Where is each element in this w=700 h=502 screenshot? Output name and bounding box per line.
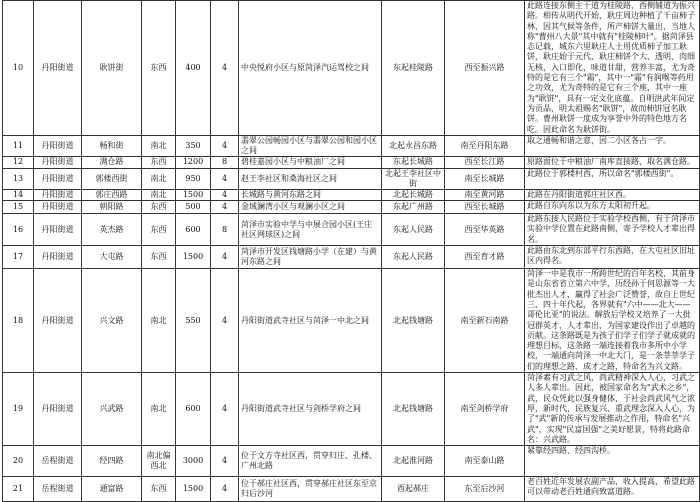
length-m-cell: 3000: [176, 446, 211, 477]
table-row: [3, 135, 700, 156]
district-name-cell: 丹阳街道: [34, 214, 82, 246]
table-row: [3, 446, 700, 477]
naming-note-cell: 此路连接东侧主干道为桂陵路，西侧辅道为振兴路。相传从明代开始，耿庄周边种植了千亩柿子林，因其气候等条件，所产柿饼大量出，当地人称"曹州八大景"其中就有"桂陵柿叶"。据菏泽县志记载，城东六里耿庄人士用优质柿子加工耿饼，耿庄始于元代，耿庄柿饼个大、透明、肉细无核，入口即化，味道甘甜，营养丰富，尤为奇特的是它有三个"霜"，其中一"霜"有润喉等药用之功效，尤为奇特的是它有三个座，其中一座为"耿饼"，具有一定文化底蕴。自明洪武年间定为贡品，明太祖赐名"耿饼"，故而柿饼冠名耿饼。曹州耿饼一度成为享誉中外的特色地方名吃。因此命名为耿饼街。: [525, 1, 700, 136]
district-name-cell: 丹阳街道: [34, 156, 82, 168]
direction-cell: 南北: [142, 373, 176, 446]
direction-cell: 东西: [142, 156, 176, 168]
start-point-cell: 北起钱塘路: [382, 373, 445, 446]
width-m-cell: 4: [211, 269, 239, 373]
location-cell: 菏泽市开发区钱塘路小学（在建）与黄河东路之间: [239, 246, 382, 269]
end-point-cell: 西至振兴路: [445, 1, 525, 136]
street-name-cell: 郭庄西路: [82, 189, 142, 200]
location-cell: 长城路与黄河东路之间: [239, 189, 382, 200]
location-cell: 赵王李社区和桑海社区之间: [239, 168, 382, 189]
direction-cell: 南北: [142, 269, 176, 373]
district-name-cell: 丹阳街道: [34, 189, 82, 200]
row-number-cell: 16: [3, 214, 34, 246]
location-cell: 丹阳街道武寺社区与剑桥学府之间: [239, 373, 382, 446]
district-name-cell: 岳程街道: [34, 477, 82, 502]
location-cell: 碧桂嘉园小区与中粮油厂之间: [239, 156, 382, 168]
district-name-cell: 丹阳街道: [34, 246, 82, 269]
table-row: [3, 477, 700, 502]
location-cell: 位于文方寺社区西，贯穿归庄、孔楼、广州北路: [239, 446, 382, 477]
row-number-cell: 15: [3, 201, 34, 214]
width-m-cell: 8: [211, 156, 239, 168]
row-number-cell: 19: [3, 373, 34, 446]
start-point-cell: 北起钱塘路: [382, 269, 445, 373]
length-m-cell: 600: [176, 373, 211, 446]
row-number-cell: 20: [3, 446, 34, 477]
street-name-cell: 兴文路: [82, 269, 142, 373]
width-m-cell: 4: [211, 201, 239, 214]
naming-note-cell: 此路由东北到东部平行东西路，在大屯社区旧址区内得名。: [525, 246, 700, 269]
naming-note-cell: 原路面位于中粮油厂南库直接路，取名满仓路。: [525, 156, 700, 168]
row-number-cell: 12: [3, 156, 34, 168]
street-name-cell: 通富路: [82, 477, 142, 502]
length-m-cell: 500: [176, 201, 211, 214]
end-point-cell: 南至剑桥学府: [445, 373, 525, 446]
direction-cell: 东西: [142, 214, 176, 246]
start-point-cell: 北起永昌东路: [382, 135, 445, 156]
start-point-cell: 西起郝庄: [382, 477, 445, 502]
district-name-cell: 丹阳街道: [34, 168, 82, 189]
direction-cell: 东西: [142, 201, 176, 214]
street-name-cell: 兴武路: [82, 373, 142, 446]
naming-note-cell: 菏泽素有习武之风，尚武精神深入人心，习武之人多人辈出。因此，被国家命名为"武术之乡"，武，民众凭此以强身健体，于社会尚武风气之浓厚，新时代，民族复兴、重武理念深入人心，为了"武"新的传承与发展推动之作用，特命名"兴武"，实现"民富国强"之美好愿景，特将此路命名：兴武路。: [525, 373, 700, 446]
direction-cell: 东西: [142, 477, 176, 502]
end-point-cell: 南至黄河路: [445, 189, 525, 200]
street-name-cell: 经四路: [82, 446, 142, 477]
street-name-cell: 大屯路: [82, 246, 142, 269]
street-name-cell: 郭楼西街: [82, 168, 142, 189]
naming-note-cell: 取之通畅和谐之意，因二小区各占一字。: [525, 135, 700, 156]
start-point-cell: 东起桂陵路: [382, 1, 445, 136]
width-m-cell: 4: [211, 246, 239, 269]
width-m-cell: 4: [211, 373, 239, 446]
row-number-cell: 13: [3, 168, 34, 189]
start-point-cell: 东起人民路: [382, 246, 445, 269]
row-number-cell: 11: [3, 135, 34, 156]
length-m-cell: 1200: [176, 156, 211, 168]
direction-cell: 南北: [142, 189, 176, 200]
naming-note-cell: 此路在丹阳街道郭庄社区西。: [525, 189, 700, 200]
end-point-cell: 东至后沙河: [445, 477, 525, 502]
table-row: [3, 246, 700, 269]
direction-cell: 南北: [142, 168, 176, 189]
width-m-cell: 4: [211, 135, 239, 156]
row-number-cell: 17: [3, 246, 34, 269]
start-point-cell: 北起长城路: [382, 189, 445, 200]
length-m-cell: 1500: [176, 246, 211, 269]
length-m-cell: 600: [176, 214, 211, 246]
length-m-cell: 400: [176, 1, 211, 136]
naming-note-cell: 菏泽一中是我市一所跨世纪的百年名校，其前身是山东省省立第六中学，历经孙于何思源等一大批杰出人才，赢得了社会广泛赞誉，故自上世纪三、四十年代起，各界就有"六中——北大——哥伦比亚"的说法。解放后学校又培养了一大批冠群英才，人才辈出，为国家建设作出了卓越的贡献。这条路既是为孩子们学子们学子就成就的理想目标，这条路一端连接着我市多所中小学校，一端通向菏泽一中北大门，是一条莘莘学子们的理想之路、成才之路，特命名为兴文路。: [525, 269, 700, 373]
end-point-cell: 南至长城路: [445, 168, 525, 189]
street-name-cell: 英杰路: [82, 214, 142, 246]
length-m-cell: 1500: [176, 477, 211, 502]
direction-cell: 东西: [142, 246, 176, 269]
location-cell: 中央悦府小区与原菏泽汽运驾校之间: [239, 1, 382, 136]
start-point-cell: 东起广州路: [382, 201, 445, 214]
table-row: [3, 201, 700, 214]
naming-note-cell: 此路自东向东以为东方太阳初升起。: [525, 201, 700, 214]
street-naming-table: [2, 0, 700, 502]
end-point-cell: 西至育才路: [445, 246, 525, 269]
length-m-cell: 350: [176, 135, 211, 156]
naming-note-cell: 此路东接人民路位于实验学校西侧，有于菏泽市实验中学位置在此路南侧，寄予学校人才辈出得名。: [525, 214, 700, 246]
table-row: [3, 269, 700, 373]
location-cell: 菏泽市实验中学与中展合园小区(王庄社区网球区)之间: [239, 214, 382, 246]
naming-note-cell: 老百姓近年发展农副产品，收入提高，希望此路可以带动老百姓通向致富道路。: [525, 477, 700, 502]
naming-note-cell: 此路位于郭楼村西，所以命名"郭楼西街"。: [525, 168, 700, 189]
row-number-cell: 10: [3, 1, 34, 136]
start-point-cell: 北起淮河路: [382, 446, 445, 477]
street-name-cell: 满仓路: [82, 156, 142, 168]
district-name-cell: 丹阳街道: [34, 373, 82, 446]
width-m-cell: 4: [211, 1, 239, 136]
row-number-cell: 18: [3, 269, 34, 373]
start-point-cell: 北起王李社区中街: [382, 168, 445, 189]
street-name-cell: 耿饼街: [82, 1, 142, 136]
district-name-cell: 丹阳街道: [34, 1, 82, 136]
width-m-cell: 4: [211, 477, 239, 502]
location-cell: 翡翠公园畅园小区与翡翠公园和园小区之间: [239, 135, 382, 156]
naming-note-cell: 紧靠经四路、经四沟桥。: [525, 446, 700, 477]
table-row: [3, 156, 700, 168]
end-point-cell: 南至新石南路: [445, 269, 525, 373]
district-name-cell: 丹阳街道: [34, 269, 82, 373]
width-m-cell: 4: [211, 168, 239, 189]
end-point-cell: 西至华英路: [445, 214, 525, 246]
width-m-cell: 4: [211, 446, 239, 477]
end-point-cell: 西至长江路: [445, 156, 525, 168]
width-m-cell: 4: [211, 189, 239, 200]
table-row: [3, 189, 700, 200]
district-name-cell: 丹阳街道: [34, 201, 82, 214]
width-m-cell: 8: [211, 214, 239, 246]
district-name-cell: 丹阳街道: [34, 135, 82, 156]
street-name-cell: 畅和街: [82, 135, 142, 156]
length-m-cell: 950: [176, 168, 211, 189]
end-point-cell: 南至泰山路: [445, 446, 525, 477]
row-number-cell: 14: [3, 189, 34, 200]
location-cell: 金域澜湾小区与观澜小区之间: [239, 201, 382, 214]
length-m-cell: 550: [176, 269, 211, 373]
length-m-cell: 1500: [176, 189, 211, 200]
street-name-cell: 朝阳路: [82, 201, 142, 214]
row-number-cell: 21: [3, 477, 34, 502]
end-point-cell: 南至丹阳东路: [445, 135, 525, 156]
start-point-cell: 东起长城路: [382, 156, 445, 168]
district-name-cell: 岳程街道: [34, 446, 82, 477]
direction-cell: 东西: [142, 1, 176, 136]
table-row: [3, 1, 700, 136]
table-row: [3, 168, 700, 189]
direction-cell: 南北: [142, 135, 176, 156]
location-cell: 丹阳街道武寺社区与菏泽一中北之间: [239, 269, 382, 373]
end-point-cell: 西至长城路: [445, 201, 525, 214]
table-row: [3, 214, 700, 246]
start-point-cell: 东起人民路: [382, 214, 445, 246]
location-cell: 位于郝庄社区西，贯穿郝庄社区东至京归后沙河: [239, 477, 382, 502]
table-row: [3, 373, 700, 446]
direction-cell: 南北偏西北: [142, 446, 176, 477]
